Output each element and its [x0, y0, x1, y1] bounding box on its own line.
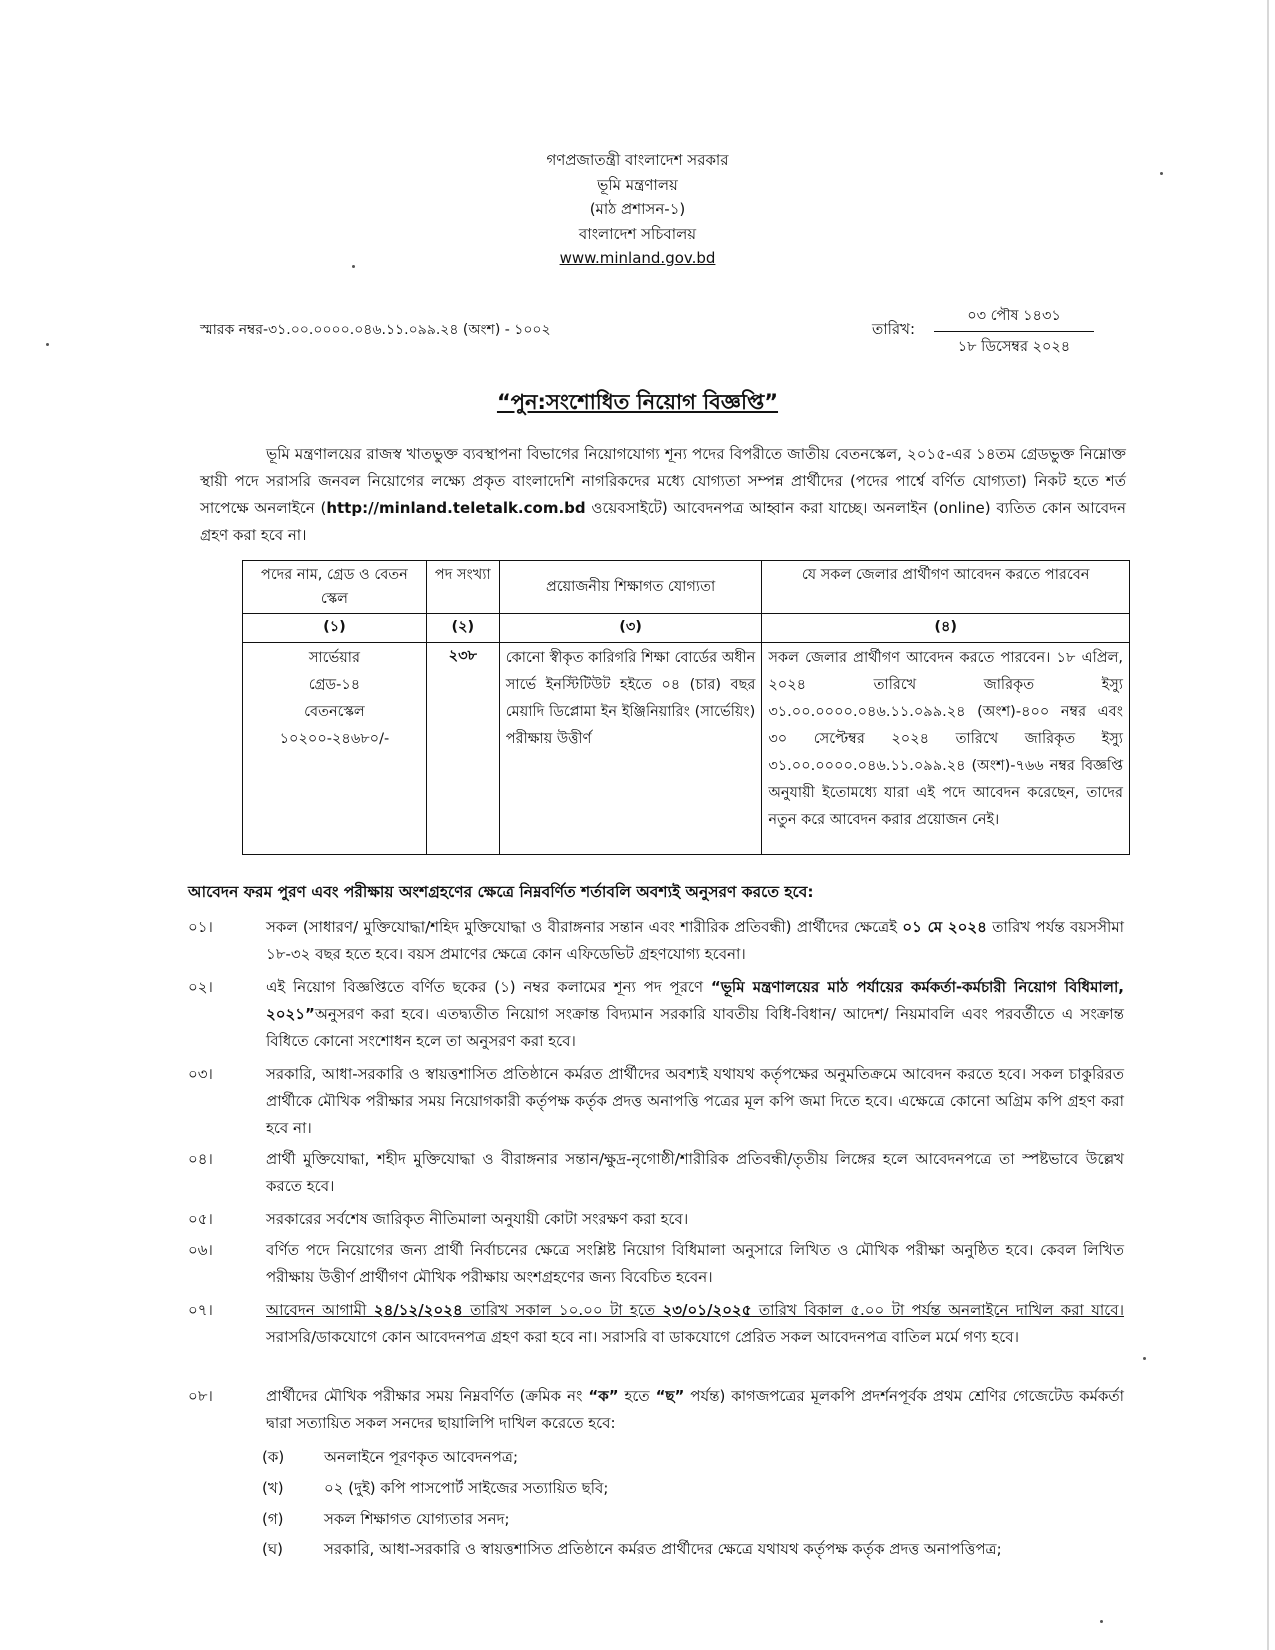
condition-text: প্রার্থী মুক্তিযোদ্ধা, শহীদ মুক্তিযোদ্ধা ও বীরাঙ্গনার সন্তান/ক্ষুদ্র-নৃগোষ্ঠী/শারীরিক প্রতিবন্ধী/তৃতীয় লিঙ্গের হলে আবেদনপত্রে তা স্পষ্টভাবে উল্লেখ করতে হবে।	[266, 1150, 1124, 1195]
date-gregorian: ১৮ ডিসেম্বর ২০২৪	[957, 339, 1071, 355]
column-number: (২)	[426, 614, 499, 643]
condition-number: ০৬।	[188, 1241, 213, 1259]
intro-text-before: ভূমি মন্ত্রণালয়ের রাজস্ব খাতভুক্ত ব্যবস্থাপনা বিভাগের নিয়োগযোগ্য শূন্য পদের বিপরীতে জাতীয় বেতনস্কেল, ২০১৫-এর ১৪তম গ্রেডভুক্ত নিম্নোক্ত স্থায়ী পদে সরাসরি জনবল নিয়োগের লক্ষ্যে প্রকৃত বাংলাদেশি নাগরিকদের মধ্যে যোগ্যতা সম্পন্ন প্রার্থীদের (পদের পার্শ্বে বর্ণিত যোগ্যতা) নিকট হতে শর্ত সাপেক্ষে অনলাইনে (	[200, 445, 1126, 517]
table-number-row	[243, 614, 1130, 643]
list-item-text: সকল শিক্ষাগত যোগ্যতার সনদ;	[324, 1510, 510, 1528]
condition-number: ০৫।	[188, 1210, 213, 1228]
ministry-website[interactable]: www.minland.gov.bd	[559, 249, 716, 267]
date-bangla: ০৩ পৌষ ১৪৩১	[934, 305, 1094, 332]
serial-end: “ছ”	[655, 1387, 685, 1405]
list-item-text: সরকারি, আধা-সরকারি ও স্বায়ত্তশাসিত প্রতিষ্ঠানে কর্মরত প্রার্থীদের ক্ষেত্রে যথাযথ কর্তৃপক্ষ কর্তৃক প্রদত্ত অনাপত্তিপত্র;	[324, 1540, 1002, 1558]
document-list-item	[262, 1475, 1124, 1502]
condition-item	[188, 1297, 1124, 1351]
cell-count: ২৩৮	[426, 643, 499, 855]
condition-number: ০৩।	[188, 1065, 213, 1083]
application-start-date: ২৪/১২/২০২৪	[373, 1301, 463, 1319]
date-label: তারিখ:	[872, 320, 916, 338]
ministry-name: ভূমি মন্ত্রণালয়	[597, 175, 678, 194]
list-item-text: অনলাইনে পূরণকৃত আবেদনপত্র;	[324, 1448, 519, 1466]
condition-number: ০৪।	[188, 1150, 213, 1168]
list-marker: (ঘ)	[262, 1540, 283, 1558]
condition-item	[188, 1146, 1124, 1200]
condition-text: পর্যন্ত) কাগজপত্রের মূলকপি প্রদর্শনপূর্বক প্রথম শ্রেণির গেজেটেড কর্মকর্তা দ্বারা সত্যায়িত সকল সনদের ছায়ালিপি দাখিল করেতে হবে:	[266, 1387, 1124, 1432]
pay-scale: ১০২০০-২৪৬৮০/-	[279, 731, 390, 747]
notice-title	[0, 386, 1275, 421]
application-end-date: ২৩/০১/২০২৫	[662, 1301, 752, 1319]
office-place: বাংলাদেশ সচিবালয়	[578, 224, 697, 243]
cell-districts: সকল জেলার প্রার্থীগণ আবেদন করতে পারবেন। ১৮ এপ্রিল, ২০২৪ তারিখে জারিকৃত ইস্যু ৩১.০০.০০০০.০৪৬.১১.০৯৯.২৪ (অংশ)-৪০০ নম্বর এবং ৩০ সেপ্টেম্বর ২০২৪ তারিখে জারিকৃত ইস্যু ৩১.০০.০০০০.০৪৬.১১.০৯৯.২৪ (অংশ)-৭৬৬ নম্বর বিজ্ঞপ্তি অনুযায়ী ইতোমধ্যে যারা এই পদে আবেদন করেছেন, তাদের নতুন করে আবেদন করার প্রয়োজন নেই।	[762, 643, 1130, 855]
header-districts: যে সকল জেলার প্রার্থীগণ আবেদন করতে পারবেন	[762, 561, 1130, 614]
cell-post	[243, 643, 427, 855]
post-table	[242, 560, 1130, 855]
condition-text: তারিখ সকাল ১০.০০ টা হতে	[462, 1301, 663, 1319]
condition-text: অনুসরণ করা হবে। এতদ্ব্যতীত নিয়োগ সংক্রান্ত বিদ্যমান সরকারি যাবতীয় বিধি-বিধান/ আদেশ/ নিয়মাবলি এবং পরবর্তীতে এ সংক্রান্ত বিধিতে কোনো সংশোধন হলে তা অনুসরণ করা হবে।	[266, 1005, 1124, 1050]
condition-text: তারিখ বিকাল ৫.০০ টা পর্যন্ত অনলাইনে দাখিল করা যাবে।	[751, 1301, 1125, 1319]
condition-text: সরাসরি/ডাকযোগে কোন আবেদনপত্র গ্রহণ করা হবে না। সরাসরি বা ডাকযোগে প্রেরিত সকল আবেদনপত্র বাতিল মর্মে গণ্য হবে।	[266, 1328, 1020, 1346]
header-qualification: প্রয়োজনীয় শিক্ষাগত যোগ্যতা	[499, 561, 762, 614]
condition-number: ০৭।	[188, 1301, 213, 1319]
header-post-count: পদ সংখ্যা	[426, 561, 499, 614]
list-marker: (খ)	[262, 1479, 284, 1497]
condition-item	[188, 1206, 1124, 1233]
column-number: (১)	[243, 614, 427, 643]
cell-qualification: কোনো স্বীকৃত কারিগরি শিক্ষা বোর্ডের অধীন সার্ভে ইনস্টিটিউট হইতে ০৪ (চার) বছর মেয়াদি ডিপ্লোমা ইন ইঞ্জিনিয়ারিং (সার্ভেয়িং) পরীক্ষায় উত্তীর্ণ	[499, 643, 762, 855]
condition-item	[188, 1237, 1124, 1291]
government-name: গণপ্রজাতন্ত্রী বাংলাদেশ সরকার	[546, 151, 729, 169]
condition-text: আবেদন আগামী	[266, 1301, 374, 1319]
notice-title-text: “পুন:সংশোধিত নিয়োগ বিজ্ঞপ্তি”	[496, 390, 779, 414]
table-header-row	[243, 561, 1130, 614]
condition-text: এই নিয়োগ বিজ্ঞপ্তিতে বর্ণিত ছকের (১) নম্বর কলামের শূন্য পদ পূরণে	[266, 978, 711, 996]
post-grade: গ্রেড-১৪	[308, 677, 361, 693]
intro-paragraph	[200, 441, 1126, 549]
condition-item	[188, 1383, 1124, 1437]
header-post-name: পদের নাম, গ্রেড ও বেতন স্কেল	[243, 561, 427, 614]
age-cutoff-date: ০১ মে ২০২৪	[902, 918, 987, 936]
column-number: (৩)	[499, 614, 762, 643]
condition-text: হতে	[618, 1387, 656, 1405]
condition-text: সরকারি, আধা-সরকারি ও স্বায়ত্তশাসিত প্রতিষ্ঠানে কর্মরত প্রার্থীদের অবশ্যই যথাযথ কর্তৃপক্ষের অনুমতিক্রমে আবেদন করতে হবে। সকল চাকুরিরত প্রার্থীকে মৌখিক পরীক্ষার সময় নিয়োগকারী কর্তৃপক্ষ কর্তৃক প্রদত্ত অনাপত্তি পত্রের মূল কপি জমা দিতে হবে। এক্ষেত্রে কোনো অগ্রিম কপি গ্রহণ করা হবে না।	[266, 1065, 1124, 1137]
date-block	[934, 305, 1094, 360]
document-list-item	[262, 1506, 1124, 1533]
memo-number: স্মারক নম্বর-৩১.০০.০০০০.০৪৬.১১.০৯৯.২৪ (অংশ) - ১০০২	[200, 322, 551, 338]
condition-text: সকল (সাধারণ/ মুক্তিযোদ্ধা/শহিদ মুক্তিযোদ্ধা ও বীরাঙ্গনার সন্তান এবং শারীরিক প্রতিবন্ধী) প্রার্থীদের ক্ষেত্রেই	[266, 918, 903, 936]
serial-start: “ক”	[588, 1387, 619, 1405]
list-marker: (গ)	[262, 1510, 284, 1528]
intro-text-after: ওয়েবসাইটে) আবেদনপত্র আহ্বান করা যাচ্ছে। অনলাইন (online) ব্যতিত কোন আবেদন গ্রহণ করা হবে না।	[200, 499, 1126, 544]
condition-number: ০২।	[188, 978, 213, 996]
condition-number: ০১।	[188, 918, 213, 936]
recruitment-rules-name: “ভূমি মন্ত্রণালয়ের মাঠ পর্যায়ের কর্মকর্তা-কর্মচারী নিয়োগ বিধিমালা, ২০২১”	[266, 978, 1124, 1023]
condition-number: ০৮।	[188, 1387, 213, 1405]
condition-text: তারিখ পর্যন্ত বয়সসীমা ১৮-৩২ বছর হতে হবে। বয়স প্রমাণের ক্ষেত্রে কোন এফিডেভিট গ্রহণযোগ্য হবেনা।	[266, 918, 1125, 963]
application-url[interactable]: http://minland.teletalk.com.bd	[326, 499, 586, 517]
post-name: সার্ভেয়ার	[308, 650, 360, 666]
condition-text: সরকারের সর্বশেষ জারিকৃত নীতিমালা অনুযায়ী কোটা সংরক্ষণ করা হবে।	[266, 1210, 689, 1228]
condition-item	[188, 1061, 1124, 1142]
list-marker: (ক)	[262, 1448, 285, 1466]
scale-label: বেতনস্কেল	[304, 704, 365, 720]
condition-text: বর্ণিত পদে নিয়োগের জন্য প্রার্থী নির্বাচনের ক্ষেত্রে সংশ্লিষ্ট নিয়োগ বিধিমালা অনুসারে লিখিত ও মৌখিক পরীক্ষা অনুষ্ঠিত হবে। কেবল লিখিত পরীক্ষায় উত্তীর্ণ প্রার্থীগণ মৌখিক পরীক্ষায় অংশগ্রহণের জন্য বিবেচিত হবেন।	[266, 1241, 1124, 1286]
condition-text: প্রার্থীদের মৌখিক পরীক্ষার সময় নিম্নবর্ণিত (ক্রমিক নং	[266, 1387, 589, 1405]
condition-item	[188, 914, 1124, 968]
conditions-heading: আবেদন ফরম পুরণ এবং পরীক্ষায় অংশগ্রহণের ক্ষেত্রে নিম্নবর্ণিত শর্তাবলি অবশ্যই অনুসরণ করতে হবে:	[188, 883, 814, 901]
document-list-item	[262, 1536, 1124, 1563]
document-list-item	[262, 1444, 1124, 1471]
condition-item	[188, 974, 1124, 1055]
table-row	[243, 643, 1130, 855]
section-name: (মাঠ প্রশাসন-১)	[589, 200, 686, 218]
list-item-text: ০২ (দুই) কপি পাসপোর্ট সাইজের সত্যায়িত ছবি;	[324, 1479, 609, 1497]
column-number: (৪)	[762, 614, 1130, 643]
letterhead	[0, 148, 1275, 271]
